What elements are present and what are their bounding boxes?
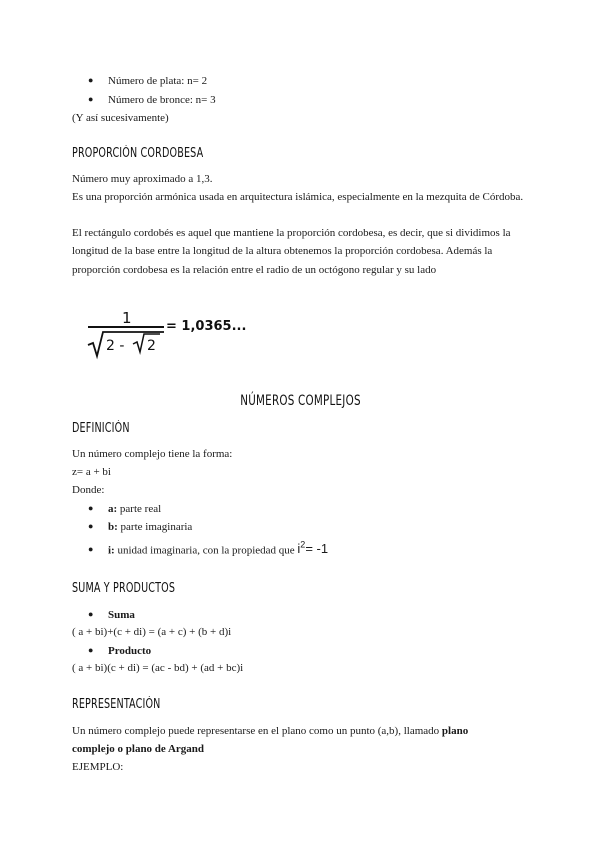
page-title: NÚMEROS COMPLEJOS [239,393,361,409]
suma-expression: ( a + bi)+(c + di) = (a + c) + (b + d)i [72,626,232,638]
bullet-icon: ● [88,609,94,619]
producto-expression: ( a + bi)(c + di) = (ac - bd) + (ad + bc)i [72,662,244,674]
section-heading-cordobesa: PROPORCIÓN CORDOBESA [72,146,204,161]
formula-numerator: 1 [122,309,132,327]
section-heading-representacion: REPRESENTACIÓN [72,697,161,712]
representacion-line1: Un número complejo puede representarse en el plano como un punto (a,b), llamado plano [72,725,469,737]
intro-note: (Y así sucesivamente) [72,112,169,124]
ejemplo-label: EJEMPLO: [72,761,124,773]
bullet-icon: ● [88,521,94,531]
section-heading-suma-productos: SUMA Y PRODUCTOS [72,581,176,596]
list-item: ● Producto [88,645,152,657]
list-item: ● b: parte imaginaria [88,521,193,533]
cordobesa-para1: Es una proporción armónica usada en arquitectura islámica, especialmente en la mezquita de Córdoba. [72,191,524,203]
list-item: ● a: parte real [88,503,162,515]
formula-denominator-b: 2 [147,338,156,354]
section-heading-definicion: DEFINICIÓN [72,421,130,436]
bullet-icon: ● [88,75,94,85]
list-item: ● Suma [88,609,135,621]
definicion-line1: Un número complejo tiene la forma: [72,448,233,460]
list-item: ● Número de bronce: n= 3 [88,94,216,106]
list-item: ● i: unidad imaginaria, con la propiedad que $i^2= -1$ [88,540,329,557]
formula-result: = 1,0365... [166,319,247,334]
definicion-line2: z= a + bi [72,466,111,478]
representacion-line2: complejo o plano de Argand [72,743,205,755]
imaginary-unit-expression: $i^2= -1$ [297,540,329,557]
bullet-icon: ● [88,645,94,655]
list-item: ● Número de plata: n= 2 [88,75,208,87]
cordobesa-line1: Número muy aproximado a 1,3. [72,173,213,185]
bullet-icon: ● [88,544,94,555]
bullet-icon: ● [88,94,94,104]
definicion-line3: Donde: [72,484,105,496]
formula-denominator-a: 2 - [106,338,125,354]
cordobesa-formula [84,300,264,364]
bullet-icon: ● [88,503,94,513]
cordobesa-para2: El rectángulo cordobés es aquel que mantiene la proporción cordobesa, es decir, que si dividimos la longitud de la base entre la longitud de la altura obtenemos la proporción cordobesa. Además la proporción cordobesa es la relación entre el radio de un octógono regular y su lado [72,227,511,276]
